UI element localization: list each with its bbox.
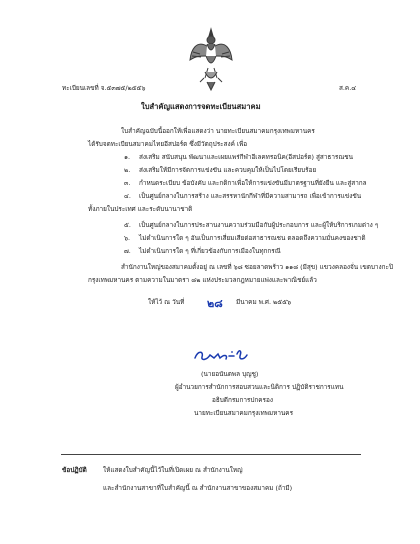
signatory-name: (นายอนันตพล บุญชู)	[201, 370, 259, 378]
objective-text: ส่งเสริม สนับสนุน พัฒนาและเผยแพร่กีฬาอีเลคทรอนิค(อีสปอร์ต) สู่สาธารณชน	[139, 153, 353, 161]
intro-line-1: ใบสำคัญฉบับนี้ออกให้เพื่อแสดงว่า นายทะเบียนสมาคมกรุงเทพมหานคร	[121, 127, 315, 135]
form-code: ส.ค.๔	[339, 84, 357, 92]
signatory-title-2: อธิบดีกรมการปกครอง	[212, 396, 273, 404]
date-month-year: มีนาคม พ.ศ. ๒๕๕๖	[236, 298, 291, 306]
footer-label: ข้อปฏิบัติ	[62, 466, 87, 474]
objective-text: ไม่ดำเนินการใด ๆ ที่เกี่ยวข้องกับการเมืองในทุกกรณี	[139, 247, 281, 255]
objective-number: ๓.	[124, 179, 131, 187]
objective-text: ไม่ดำเนินการใด ๆ อันเป็นการเสี่ยมเสียต่อสาธารณชน ตลอดถึงความมั่นคงของชาติ	[139, 234, 366, 242]
handwritten-signature-icon	[192, 346, 252, 366]
footer-line-1: ให้แสดงใบสำคัญนี้ไว้ในที่เปิดเผย ณ สำนักงานใหญ่	[103, 466, 243, 474]
objective-continuation: ทั้งภายในประเทศ และระดับนานาชาติ	[88, 205, 193, 213]
objective-text: กำหนดระเบียบ ข้อบังคับ และกติกาเพื่อให้การแข่งขันมีมาตรฐานที่ยังยืน และสู่สากล	[139, 179, 367, 187]
objective-number: ๑.	[124, 153, 131, 161]
office-address-line-1: สำนักงานใหญ่ของสมาคมตั้งอยู่ ณ เลขที่ ๖๘ ซอยลาดพร้าว ๑๑๘ (มีสุข) แขวงคลองจั่น เขตบางกะปิ	[121, 263, 393, 271]
office-address-line-2: กรุงเทพมหานคร ตามความในมาตรา ๘๒ แห่งประมวลกฎหมายแพ่งและพาณิชย์แล้ว	[88, 276, 317, 284]
objective-number: ๔.	[124, 192, 131, 200]
signatory-title-1: ผู้อำนวยการสำนักการสอบสวนและนิติการ ปฏิบัติราชการแทน	[175, 383, 344, 391]
objective-text: เป็นศูนย์กลางในการสร้าง และสรรหานักกีฬาที่มีความสามารถ เพื่อเข้าการแข่งขัน	[139, 192, 362, 200]
objective-text: เป็นศูนย์กลางในการประสานงานความร่วมมือกับผู้ประกอบการ และผู้ให้บริการเกมต่าง ๆ	[139, 221, 379, 229]
date-prefix: ให้ไว้ ณ วันที่	[148, 298, 185, 306]
registration-number: ทะเบียนเลขที่ จ.๕๓๗๕/๒๕๕๖	[62, 84, 146, 92]
document-title: ใบสำคัญแสดงการจดทะเบียนสมาคม	[141, 102, 261, 111]
date-day-handwritten: ๒๘	[207, 297, 223, 310]
objective-number: ๗.	[124, 247, 131, 255]
objective-number: ๒.	[124, 166, 131, 174]
footer-divider	[61, 454, 361, 455]
footer-line-2: และสำนักงานสาขาที่ใบสำคัญนี้ ณ สำนักงานสาขาของสมาคม (ถ้ามี)	[103, 484, 293, 492]
garuda-emblem-icon	[188, 26, 234, 92]
objective-number: ๕.	[124, 221, 131, 229]
signatory-title-3: นายทะเบียนสมาคมกรุงเทพมหานคร	[194, 409, 294, 417]
objective-number: ๖.	[124, 234, 131, 242]
objective-text: ส่งเสริมให้มีการจัดการแข่งขัน และควบคุมให้เป็นไปโดยเรียบร้อย	[139, 166, 317, 174]
intro-line-2: ได้รับจดทะเบียนสมาคมไทยอีสปอร์ต ซึ่งมีวัตถุประสงค์ เพื่อ	[88, 140, 248, 148]
